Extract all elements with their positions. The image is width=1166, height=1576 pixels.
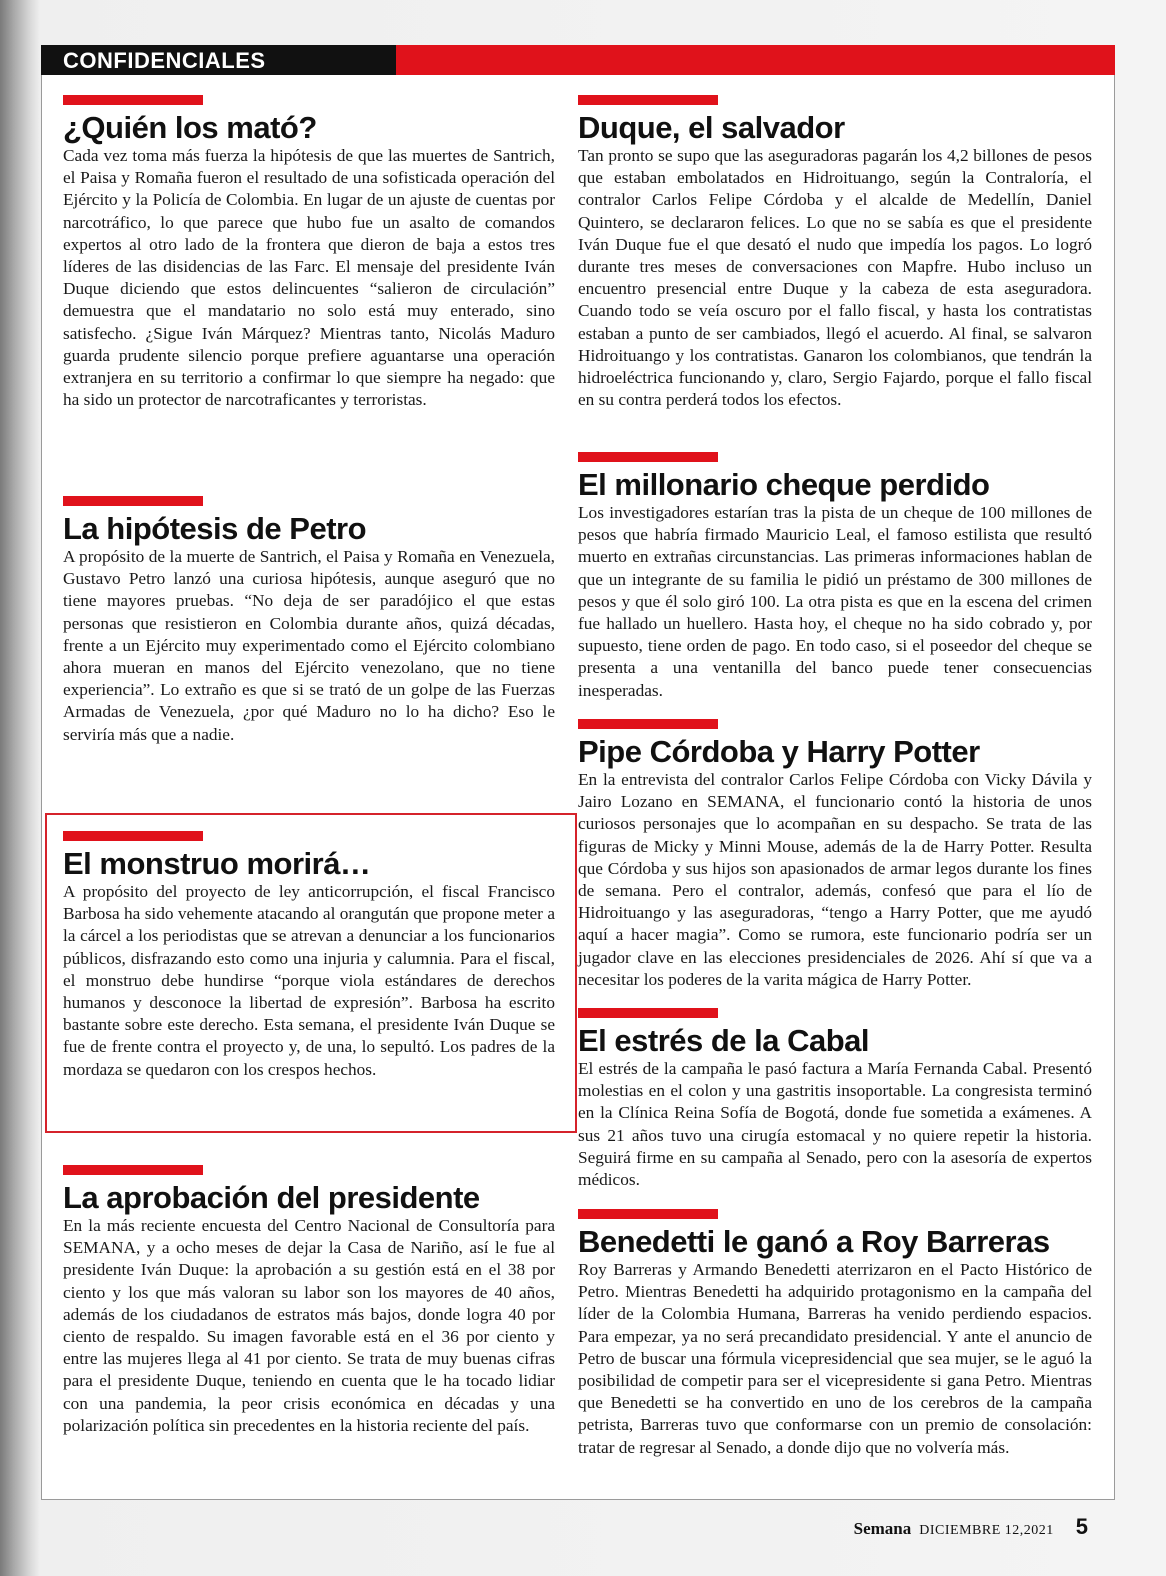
article-headline: Pipe Córdoba y Harry Potter [578,734,980,769]
article-monstruo-morira [63,831,555,1081]
article-body: A propósito de la muerte de Santrich, el Paisa y Romaña en Venezuela, Gustavo Petro lanzó una curiosa hipótesis, aunque aseguró que no tiene mayores pruebas. “No deja de ser paradójico el que estas personas que resistieron en Colombia durante años, quizá décadas, frente a un Ejército muy experimentado como el Ejército colombiano ahora mueran en manos del Ejército venezolano, que no tiene experiencia”. Lo extraño es que si se trató de un golpe de las Fuerzas Armadas de Venezuela, ¿por qué Maduro no lo ha dicho? Eso le serviría más que a nadie. [63,547,555,744]
article-body: El estrés de la campaña le pasó factura a María Fernanda Cabal. Presentó molestias en el colon y una gastritis insoportable. La congresista terminó en la Clínica Reina Sofía de Bogotá, donde fue sometida a exámenes. A sus 21 años tuvo una cirugía estomacal y no quiere repetir la historia. Seguirá firme en su campaña al Senado, pero con la asesoría de expertos médicos. [578,1059,1092,1190]
article-aprobacion-presidente [63,1165,555,1437]
article-headline: ¿Quién los mató? [63,110,317,145]
article-body: A propósito del proyecto de ley anticorrupción, el fiscal Francisco Barbosa ha sido vehemente atacando al orangután que propone meter a la cárcel a los periodistas que se atrevan a denunciar a los funcionarios públicos, disfrazando esto como una injuria y calumnia. Para el fiscal, el monstruo debe hundirse “porque viola estándares de derechos humanos y desconoce la libertad de expresión”. Barbosa ha escrito bastante sobre este derecho. Esta semana, el presidente Iván Duque se fue de frente contra el proyecto y, de una, lo sepultó. Los padres de la mordaza se quedaron con los crespos hechos. [63,882,555,1079]
article-body: En la más reciente encuesta del Centro Nacional de Consultoría para SEMANA, y a ocho meses de dejar la Casa de Nariño, así le fue al presidente Iván Duque: la aprobación a su gestión está en el 38 por ciento y los que más valoran su labor son los mayores de 40 años, además de los ciudadanos de estratos más bajos, donde logra 40 por ciento de respaldo. Su imagen favorable está en el 36 por ciento y entre las mujeres llega al 41 por ciento. Se trata de muy buenas cifras para el presidente Duque, teniendo en cuenta que le ha tocado lidiar con una pandemia, la peor crisis económica en décadas y una polarización política sin precedentes en la historia reciente del país. [63,1216,555,1435]
page-number: 5 [1075,1514,1088,1539]
article-body: Cada vez toma más fuerza la hipótesis de que las muertes de Santrich, el Paisa y Romaña fueron el resultado de una sofisticada operación del Ejército y la Policía de Colombia. En lugar de un ajuste de cuentas por narcotráfico, lo que parece que hubo fue un asalto de comandos expertos al otro lado de la frontera que dieron de baja a estos tres líderes de las disidencias de las Farc. El mensaje del presidente Iván Duque diciendo que estos delincuentes “salieron de circulación” demuestra que el mandatario no solo está muy enterado, sino satisfecho. ¿Sigue Iván Márquez? Mientras tanto, Nicolás Maduro guarda prudente silencio porque prefiere aguantarse una operación extranjera en su territorio a confirmar lo que siempre ha negado: que ha sido un protector de narcotraficantes y terroristas. [63,146,555,410]
article-hipotesis-petro [63,496,555,746]
article-body: Los investigadores estarían tras la pista de un cheque de 100 millones de pesos que habría firmado Mauricio Leal, el famoso estilista que resultó muerto en extrañas circunstancias. Las primeras informaciones hablan de que un integrante de su familia le pidió un préstamo de 300 millones de pesos y que él solo giró 100. La otra pista es que en la escena del crimen fue hallado un huellero. Hasta hoy, el cheque no ha sido cobrado y, por supuesto, tiene orden de pago. En todo caso, si el poseedor del cheque se presenta a una ventanilla del banco puede tener consecuencias inesperadas. [578,503,1092,700]
article-headline: Duque, el salvador [578,110,845,145]
section-banner [41,45,1115,75]
article-headline: La aprobación del presidente [63,1180,480,1215]
article-benedetti-barreras [578,1209,1092,1459]
article-body: Tan pronto se supo que las aseguradoras pagarán los 4,2 billones de pesos que estaban embolatados en Hidroituango, según la Contraloría, el contralor Carlos Felipe Córdoba y el alcalde de Medellín, Daniel Quintero, se declararon felices. Lo que no se sabía es que el presidente Iván Duque fue el que desató el nudo que impedía los pagos. Lo logró durante tres meses de conversaciones con Mapfre. Hubo incluso un encuentro presencial entre Duque y la cabeza de esta aseguradora. Cuando todo se veía oscuro por el fallo fiscal, y hasta los contratistas estaban a punto de ser cambiados, llegó el acuerdo. Al final, se salvaron Hidroituango y los contratistas. Ganaron los colombianos, que tendrán la hidroeléctrica funcionando y, claro, Sergio Fajardo, porque el fallo fiscal en su contra perderá todos los efectos. [578,146,1092,410]
article-duque-salvador [578,95,1092,411]
article-red-bar [578,719,718,729]
article-headline: El estrés de la Cabal [578,1023,870,1058]
article-headline: El monstruo morirá… [63,846,371,881]
page-footer [854,1514,1088,1540]
article-headline: Benedetti le ganó a Roy Barreras [578,1224,1050,1259]
article-red-bar [578,1008,718,1018]
article-red-bar [63,831,203,841]
section-title: CONFIDENCIALES [63,48,266,73]
article-quien-los-mato [63,95,555,411]
article-headline: El millonario cheque perdido [578,467,990,502]
article-red-bar [63,1165,203,1175]
article-red-bar [63,496,203,506]
article-red-bar [63,95,203,105]
article-red-bar [578,95,718,105]
issue-date: DICIEMBRE 12,2021 [919,1523,1054,1538]
article-body: En la entrevista del contralor Carlos Felipe Córdoba con Vicky Dávila y Jairo Lozano en SEMANA, el funcionario contó la historia de unos curiosos personajes que lo acompañan en su despacho. Se trata de las figuras de Micky y Minni Mouse, además de la de Harry Potter. Resulta que Córdoba y sus hijos son apasionados de armar legos durante los fines de semana. Pero el contralor, además, confesó que para el lío de Hidroituango y las aseguradoras, “tengo a Harry Potter, que me ayudó aquí a hacer magia”. Como se rumora, este funcionario podría ser un jugador clave en las elecciones presidenciales de 2026. Ahí sí que va a necesitar los poderes de la varita mágica de Harry Potter. [578,770,1092,989]
article-headline: La hipótesis de Petro [63,511,367,546]
article-red-bar [578,1209,718,1219]
article-red-bar [578,452,718,462]
article-cheque-perdido [578,452,1092,702]
article-pipe-cordoba [578,719,1092,991]
magazine-name: Semana [853,1519,912,1538]
article-body: Roy Barreras y Armando Benedetti aterrizaron en el Pacto Histórico de Petro. Mientras Benedetti ha adquirido protagonismo en la campaña del líder de la Colombia Humana, Barreras ha venido perdiendo espacios. Para empezar, ya no será precandidato presidencial. Y ante el anuncio de Petro de buscar una fórmula vicepresidencial que sea mujer, se le aguó la posibilidad de competir para ser el vicepresidente si gana Petro. Mientras que Benedetti se ha convertido en uno de los cerebros de la campaña petrista, Barreras tuvo que conformarse con un premio de consolación: tratar de regresar al Senado, a donde dijo que no volvería más. [578,1260,1092,1457]
article-estres-cabal [578,1008,1092,1191]
